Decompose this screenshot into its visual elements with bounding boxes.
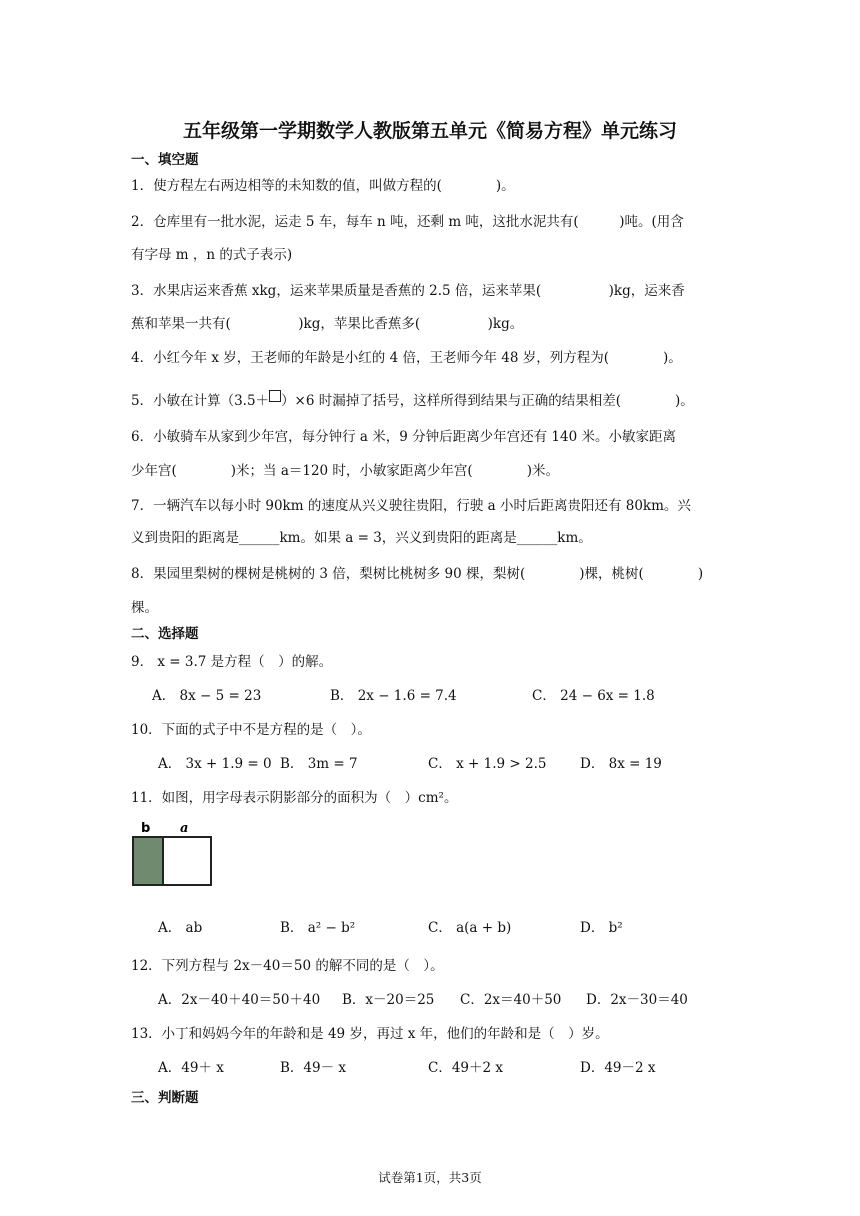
question-12-option-c: C．2x＝40＋50 — [460, 992, 562, 1008]
question-3-line-1: 3．水果店运来香蕉 xkg，运来苹果质量是香蕉的 2.5 倍，运来苹果( )kg，运来香 — [131, 283, 685, 299]
question-6-line-1: 6．小敏骑车从家到少年宫，每分钟行 a 米，9 分钟后距离少年宫还有 140 米。小敏家距离 — [131, 429, 676, 445]
question-3-line-2: 蕉和苹果一共有( )kg，苹果比香蕉多( )kg。 — [131, 316, 524, 332]
question-10-option-b: B． 3m = 7 — [280, 756, 358, 772]
question-1: 1．使方程左右两边相等的未知数的值，叫做方程的( )。 — [131, 178, 515, 194]
question-11-option-b: B． a² − b² — [280, 920, 356, 936]
question-2-line-2: 有字母 m ，n 的式子表示) — [131, 247, 293, 263]
question-12-option-a: A．2x－40＋40＝50＋40 — [158, 992, 321, 1008]
question-6-line-2: 少年宫( )米；当 a＝120 时，小敏家距离少年宫( )米。 — [131, 463, 559, 479]
section-true-false: 三、判断题 — [131, 1090, 199, 1106]
question-9-option-c: C． 24 − 6x = 1.8 — [532, 688, 655, 704]
question-11: 11．如图，用字母表示阴影部分的面积为（ ）cm²。 — [131, 790, 458, 806]
question-2-line-1: 2．仓库里有一批水泥，运走 5 车，每车 n 吨，还剩 m 吨，这批水泥共有( )吨。(用含 — [131, 214, 684, 230]
question-11-option-a: A． ab — [158, 920, 203, 936]
question-12-option-b: B．x－20＝25 — [342, 992, 435, 1008]
question-8-line-2: 棵。 — [131, 600, 158, 616]
question-4: 4．小红今年 x 岁，王老师的年龄是小红的 4 倍，王老师今年 48 岁，列方程为( )。 — [131, 350, 682, 366]
unshaded-square — [163, 837, 211, 885]
question-5-start: 5．小敏在计算（3.5＋ — [131, 393, 270, 409]
question-10-option-d: D． 8x = 19 — [580, 756, 662, 772]
question-11-option-c: C． a(a + b) — [428, 920, 512, 936]
section-multiple-choice: 二、选择题 — [131, 626, 199, 642]
question-13-option-a: A．49＋ x — [158, 1060, 224, 1076]
rectangle-figure — [131, 820, 213, 888]
question-10: 10．下面的式子中不是方程的是（ ）。 — [131, 722, 371, 738]
question-9-option-b: B． 2x − 1.6 = 7.4 — [330, 688, 457, 704]
question-9: 9． x = 3.7 是方程（ ）的解。 — [131, 654, 333, 670]
page-title: 五年级第一学期数学人教版第五单元《简易方程》单元练习 — [182, 120, 677, 142]
question-13: 13．小丁和妈妈今年的年龄和是 49 岁，再过 x 年，他们的年龄和是（ ）岁。 — [131, 1026, 609, 1042]
blank-box-icon — [269, 390, 281, 402]
question-10-option-a: A． 3x + 1.9 = 0 — [158, 756, 272, 772]
question-13-option-b: B．49－ x — [280, 1060, 347, 1076]
section-fill-blank: 一、填空题 — [131, 152, 199, 168]
question-10-option-c: C． x + 1.9 > 2.5 — [428, 756, 547, 772]
page-footer: 试卷第1页，共3页 — [378, 1170, 482, 1185]
question-12-option-d: D．2x－30＝40 — [586, 992, 688, 1008]
question-11-option-d: D． b² — [580, 920, 623, 936]
question-13-option-c: C．49＋2 x — [428, 1060, 504, 1076]
question-12: 12．下列方程与 2x－40＝50 的解不同的是（ ）。 — [131, 958, 444, 974]
question-9-option-a: A． 8x − 5 = 23 — [152, 688, 262, 704]
figure-label-a: a — [180, 821, 189, 836]
question-8-line-1: 8．果园里梨树的棵树是桃树的 3 倍，梨树比桃树多 90 棵，梨树( )棵，桃树( ) — [131, 566, 704, 582]
question-5 — [131, 390, 694, 411]
question-5-end: ）×6 时漏掉了括号，这样所得到结果与正确的结果相差( )。 — [281, 393, 694, 409]
question-7-line-1: 7．一辆汽车以每小时 90km 的速度从兴义驶往贵阳，行驶 a 小时后距离贵阳还有 80km。兴 — [131, 498, 691, 514]
question-13-option-d: D．49－2 x — [580, 1060, 656, 1076]
question-7-line-2: 义到贵阳的距离是______km。如果 a = 3，兴义到贵阳的距离是______km。 — [131, 530, 592, 546]
shaded-region — [133, 837, 163, 885]
figure-label-b: b — [141, 821, 151, 836]
